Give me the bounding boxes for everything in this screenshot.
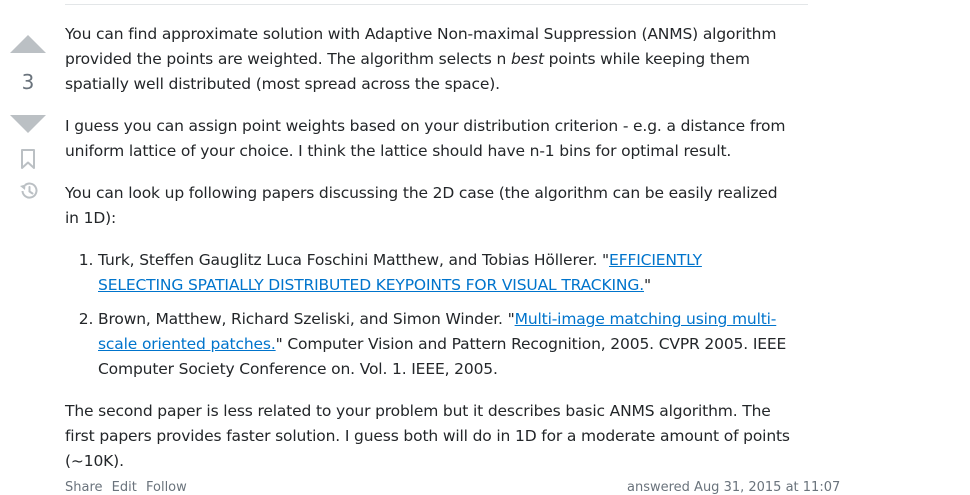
history-icon[interactable] xyxy=(18,180,38,202)
upvote-arrow-icon[interactable] xyxy=(10,33,46,53)
follow-link[interactable]: Follow xyxy=(145,480,187,495)
top-divider xyxy=(65,4,808,5)
post-menu xyxy=(65,480,192,495)
reference-link-2[interactable]: Multi-image matching using multi-scale oriented patches. xyxy=(98,310,777,353)
answer-paragraph-2: I guess you can assign point weights based on your distribution criterion - e.g. a distance from uniform lattice of your choice. I think the lattice should have n-1 bins for optimal result. xyxy=(65,117,786,160)
reference-list xyxy=(65,248,790,382)
share-link[interactable]: Share xyxy=(65,480,103,495)
reference-link-1[interactable]: EFFICIENTLY SELECTING SPATIALLY DISTRIBUTED KEYPOINTS FOR VISUAL TRACKING. xyxy=(98,251,702,294)
answer-timestamp: answered Aug 31, 2015 at 11:07 xyxy=(627,480,841,495)
bookmark-icon[interactable] xyxy=(18,148,38,170)
reference-item-2: 2. Brown, Matthew, Richard Szeliski, and Simon Winder. "Multi-image matching using multi-scale oriented patches." Computer Vision and Pattern Recognition, 2005. CVPR 2005. IEEE Computer Society Conference on. Vol. 1. IEEE, 2005. xyxy=(98,307,790,382)
answer-body xyxy=(65,22,790,491)
reference-item-1: 1. Turk, Steffen Gauglitz Luca Foschini Matthew, and Tobias Höllerer. "EFFICIENTLY SELECTING SPATIALLY DISTRIBUTED KEYPOINTS FOR VISUAL TRACKING." xyxy=(98,248,790,298)
emphasis-best: best xyxy=(510,50,544,68)
downvote-arrow-icon[interactable] xyxy=(10,113,46,133)
edit-link[interactable]: Edit xyxy=(111,480,137,495)
answer-paragraph-3: You can look up following papers discussing the 2D case (the algorithm can be easily realized in 1D): xyxy=(65,184,778,227)
answer-paragraph-4: The second paper is less related to your problem but it describes basic ANMS algorithm. The first papers provides faster solution. I guess both will do in 1D for a moderate amount of points (~10K). xyxy=(65,402,790,470)
vote-count: 3 xyxy=(21,70,35,94)
answer-paragraph-1: You can find approximate solution with Adaptive Non-maximal Suppression (ANMS) algorithm provided the points are weighted. The algorithm selects n best points while keeping them spatially well distributed (most spread across the space). xyxy=(65,25,777,93)
